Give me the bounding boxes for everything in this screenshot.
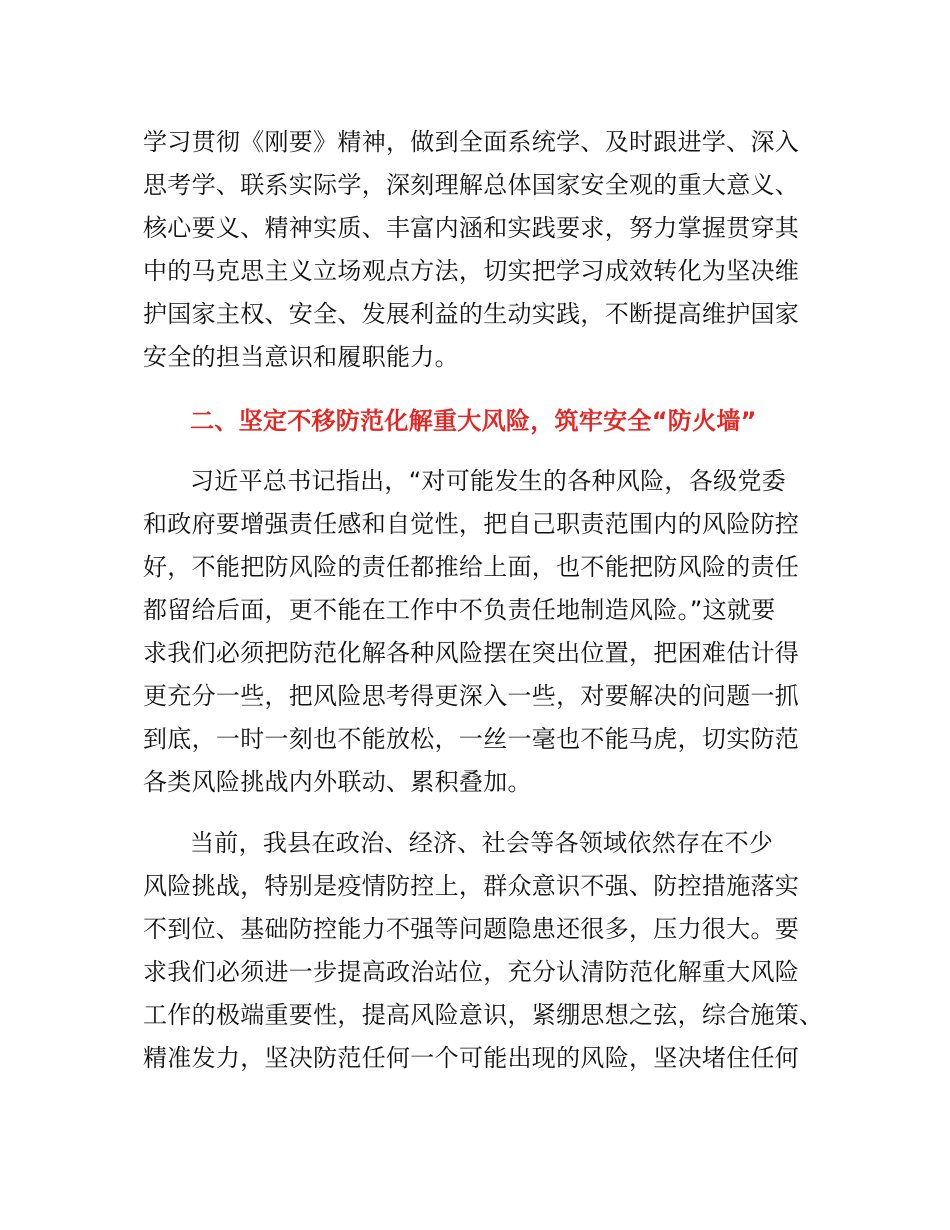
paragraph-line: 更充分一些，把风险思考得更深入一些，对要解决的问题一抓 — [143, 682, 800, 710]
paragraph-line: 中的马克思主义立场观点方法，切实把学习成效转化为坚决维 — [143, 257, 800, 285]
paragraph-line: 都留给后面，更不能在工作中不负责任地制造风险。”这就要 — [143, 596, 776, 624]
paragraph-line: 好，不能把防风险的责任都推给上面，也不能把防风险的责任 — [143, 553, 800, 581]
paragraph-line: 和政府要增强责任感和自觉性，把自己职责范围内的风险防控 — [143, 510, 800, 538]
paragraph-line: 当前，我县在政治、经济、社会等各领域依然存在不少 — [190, 829, 774, 857]
section-heading: 二、坚定不移防范化解重大风险，筑牢安全“防火墙” — [190, 407, 757, 435]
paragraph-line: 求我们必须进一步提高政治站位，充分认清防范化解重大风险 — [143, 958, 800, 986]
paragraph-line: 习近平总书记指出，“对可能发生的各种风险，各级党委 — [190, 467, 786, 495]
paragraph-line: 护国家主权、安全、发展利益的生动实践，不断提高维护国家 — [143, 300, 800, 328]
paragraph-line: 安全的担当意识和履职能力。 — [143, 343, 459, 371]
paragraph-line: 学习贯彻《刚要》精神，做到全面系统学、及时跟进学、深入 — [143, 128, 800, 156]
paragraph-line: 到底，一时一刻也不能放松，一丝一毫也不能马虎，切实防范 — [143, 725, 800, 753]
paragraph-line: 各类风险挑战内外联动、累积叠加。 — [143, 768, 532, 796]
paragraph-line: 求我们必须把防范化解各种风险摆在突出位置，把困难估计得 — [143, 639, 800, 667]
paragraph-line: 精准发力，坚决防范任何一个可能出现的风险，坚决堵住任何 — [143, 1044, 800, 1072]
paragraph-line: 核心要义、精神实质、丰富内涵和实践要求，努力掌握贯穿其 — [143, 214, 800, 242]
paragraph-line: 风险挑战，特别是疫情防控上，群众意识不强、防控措施落实 — [143, 872, 800, 900]
paragraph-line: 不到位、基础防控能力不强等问题隐患还很多，压力很大。要 — [143, 915, 800, 943]
paragraph-line: 思考学、联系实际学，深刻理解总体国家安全观的重大意义、 — [143, 171, 800, 199]
paragraph-line: 工作的极端重要性，提高风险意识，紧绷思想之弦，综合施策、 — [143, 1001, 824, 1029]
